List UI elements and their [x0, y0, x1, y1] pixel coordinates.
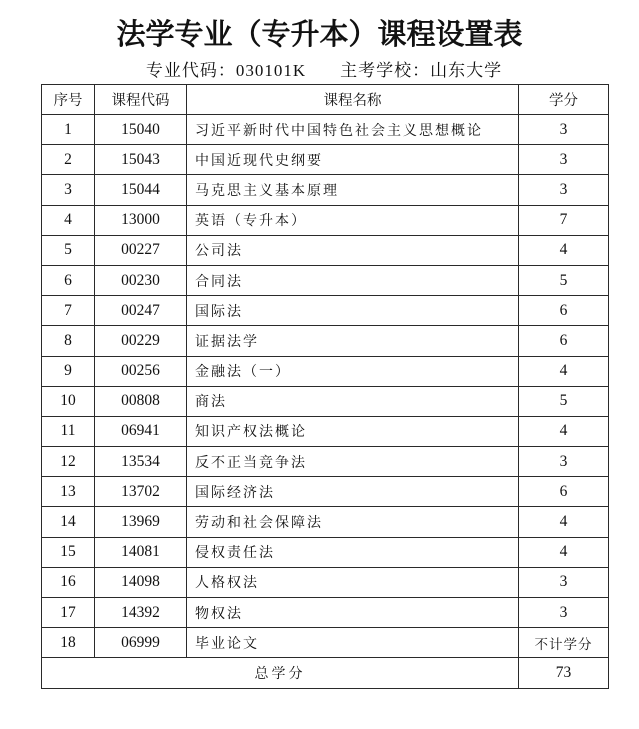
row-name: 劳动和社会保障法: [187, 507, 519, 537]
row-index: 15: [42, 537, 95, 567]
table-row: [42, 296, 609, 326]
row-code: 06941: [95, 416, 187, 446]
row-name: 证据法学: [187, 326, 519, 356]
row-code: 00247: [95, 296, 187, 326]
total-row: [42, 658, 609, 688]
table-row: [42, 416, 609, 446]
row-name: 毕业论文: [187, 628, 519, 658]
row-code: 00229: [95, 326, 187, 356]
school-label: 主考学校：: [340, 61, 431, 80]
course-rows: [42, 115, 609, 689]
table-row: [42, 326, 609, 356]
row-code: 13969: [95, 507, 187, 537]
row-credits: 3: [519, 175, 609, 205]
row-credits: 4: [519, 537, 609, 567]
header-code: 课程代码: [95, 85, 187, 115]
table-row: [42, 145, 609, 175]
table-row: [42, 537, 609, 567]
row-index: 7: [42, 296, 95, 326]
major-code-label: 专业代码：: [145, 61, 236, 80]
row-index: 6: [42, 265, 95, 295]
row-credits: 5: [519, 265, 609, 295]
table-row: [42, 205, 609, 235]
table-row: [42, 235, 609, 265]
table-header-row: [42, 85, 609, 115]
row-name: 反不正当竞争法: [187, 447, 519, 477]
table-row: [42, 115, 609, 145]
table-row: [42, 265, 609, 295]
table-row: [42, 386, 609, 416]
row-code: 06999: [95, 628, 187, 658]
row-index: 5: [42, 235, 95, 265]
row-credits: 6: [519, 296, 609, 326]
total-credits-label: 总学分: [42, 658, 519, 688]
row-name: 中国近现代史纲要: [187, 145, 519, 175]
row-index: 13: [42, 477, 95, 507]
school-value: 山东大学: [430, 61, 503, 80]
major-code-value: 030101K: [235, 61, 307, 80]
document-title: 法学专业（专升本）课程设置表: [116, 17, 523, 51]
row-name: 英语（专升本）: [187, 205, 519, 235]
row-credits: 4: [519, 507, 609, 537]
row-index: 12: [42, 447, 95, 477]
row-index: 9: [42, 356, 95, 386]
row-name: 公司法: [187, 235, 519, 265]
row-code: 00227: [95, 235, 187, 265]
table-row: [42, 447, 609, 477]
row-credits: 6: [519, 477, 609, 507]
row-code: 15043: [95, 145, 187, 175]
row-name: 习近平新时代中国特色社会主义思想概论: [187, 115, 519, 145]
table-row: [42, 507, 609, 537]
table-row: [42, 477, 609, 507]
row-code: 13000: [95, 205, 187, 235]
row-name: 国际经济法: [187, 477, 519, 507]
row-index: 17: [42, 598, 95, 628]
row-index: 4: [42, 205, 95, 235]
row-credits: 4: [519, 416, 609, 446]
header-name: 课程名称: [187, 85, 519, 115]
row-name: 人格权法: [187, 567, 519, 597]
course-table: [41, 84, 609, 689]
table-row: [42, 356, 609, 386]
row-credits: 3: [519, 115, 609, 145]
row-credits: 3: [519, 145, 609, 175]
row-name: 合同法: [187, 265, 519, 295]
row-name: 商法: [187, 386, 519, 416]
row-name: 金融法（一）: [187, 356, 519, 386]
header-credits: 学分: [519, 85, 609, 115]
row-code: 14098: [95, 567, 187, 597]
row-index: 14: [42, 507, 95, 537]
row-credits: 4: [519, 356, 609, 386]
row-code: 00808: [95, 386, 187, 416]
row-name: 国际法: [187, 296, 519, 326]
row-name: 物权法: [187, 598, 519, 628]
row-name: 知识产权法概论: [187, 416, 519, 446]
row-code: 00256: [95, 356, 187, 386]
row-index: 8: [42, 326, 95, 356]
table-row: [42, 567, 609, 597]
header-index: 序号: [42, 85, 95, 115]
row-credits: 不计学分: [519, 628, 609, 658]
row-index: 1: [42, 115, 95, 145]
row-credits: 7: [519, 205, 609, 235]
table-row: [42, 628, 609, 658]
row-credits: 6: [519, 326, 609, 356]
row-code: 14392: [95, 598, 187, 628]
row-index: 11: [42, 416, 95, 446]
row-credits: 3: [519, 598, 609, 628]
row-index: 2: [42, 145, 95, 175]
row-index: 10: [42, 386, 95, 416]
table-row: [42, 175, 609, 205]
row-index: 18: [42, 628, 95, 658]
row-code: 00230: [95, 265, 187, 295]
table-row: [42, 598, 609, 628]
row-code: 15040: [95, 115, 187, 145]
row-code: 14081: [95, 537, 187, 567]
row-code: 13702: [95, 477, 187, 507]
row-credits: 4: [519, 235, 609, 265]
row-credits: 3: [519, 447, 609, 477]
row-index: 16: [42, 567, 95, 597]
total-credits-value: 73: [519, 658, 609, 688]
row-credits: 3: [519, 567, 609, 597]
row-credits: 5: [519, 386, 609, 416]
row-name: 侵权责任法: [187, 537, 519, 567]
row-index: 3: [42, 175, 95, 205]
row-code: 15044: [95, 175, 187, 205]
row-name: 马克思主义基本原理: [187, 175, 519, 205]
row-code: 13534: [95, 447, 187, 477]
document-subtitle: [0, 59, 639, 83]
